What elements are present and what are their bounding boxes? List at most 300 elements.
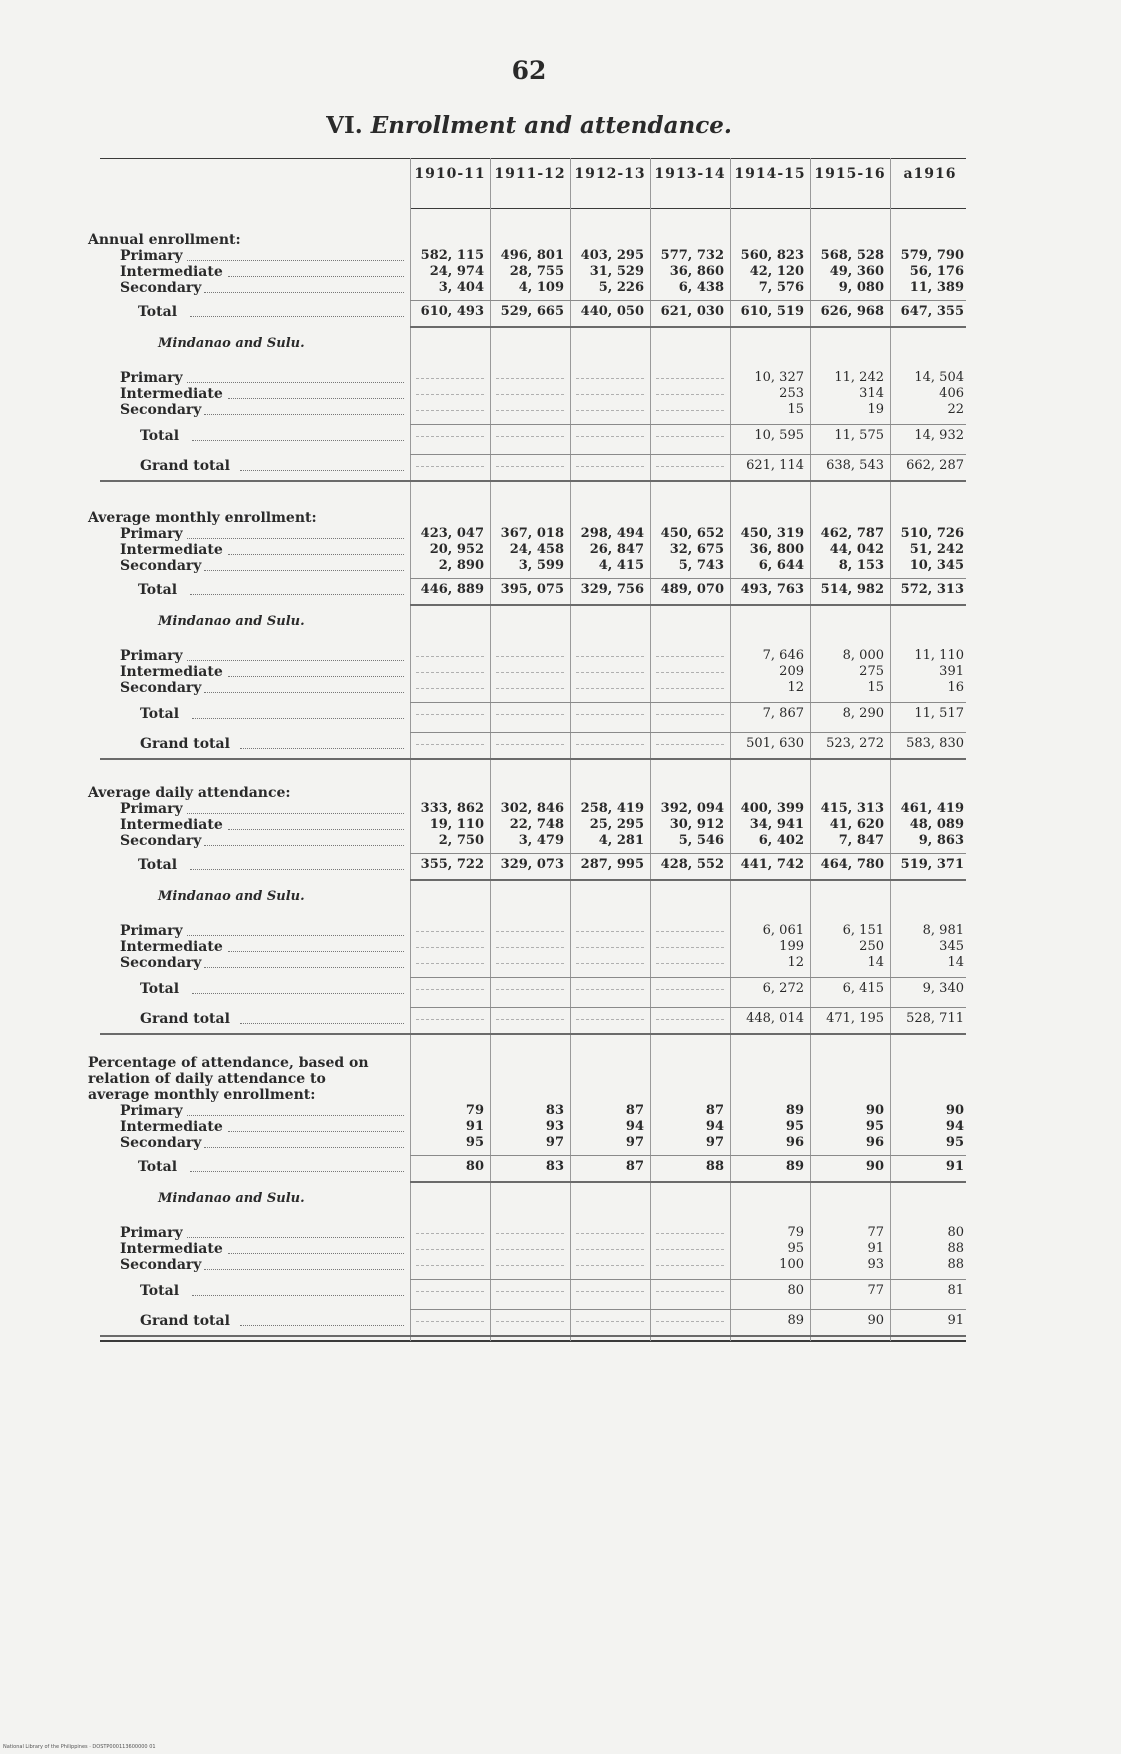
data-cell: 97: [625, 1135, 644, 1150]
empty-cell-dash: [416, 436, 484, 437]
data-cell: 450, 652: [660, 526, 724, 541]
data-cell: 83: [545, 1159, 564, 1174]
column-divider: [730, 158, 731, 1341]
section-heading: Average monthly enrollment:: [88, 510, 317, 526]
row-label-total: Total: [138, 857, 178, 873]
row-label-primary: Primary: [120, 248, 183, 264]
row-rule: [410, 424, 966, 425]
section-rule: [410, 1181, 966, 1183]
row-label-primary: Primary: [120, 923, 183, 939]
empty-cell-dash: [576, 1321, 644, 1322]
data-cell: 88: [705, 1159, 724, 1174]
row-label-intermediate: Intermediate: [120, 386, 223, 402]
empty-cell-dash: [656, 1265, 724, 1266]
leader-dots: [192, 993, 404, 994]
row-rule: [410, 1309, 966, 1310]
data-cell: 355, 722: [420, 857, 484, 872]
data-cell: 49, 360: [829, 264, 884, 279]
empty-cell-dash: [656, 989, 724, 990]
empty-cell-dash: [576, 672, 644, 673]
data-cell: 5, 226: [598, 280, 644, 295]
region-heading: Mindanao and Sulu.: [158, 336, 305, 351]
leader-dots: [204, 692, 404, 693]
column-divider: [570, 158, 571, 1341]
data-cell: 100: [779, 1257, 804, 1272]
data-cell: 8, 981: [922, 923, 964, 938]
leader-dots: [187, 260, 404, 261]
empty-cell-dash: [656, 378, 724, 379]
data-cell: 258, 419: [580, 801, 644, 816]
data-cell: 91: [867, 1241, 884, 1256]
data-cell: 4, 281: [598, 833, 644, 848]
empty-cell-dash: [576, 394, 644, 395]
column-header: a1916: [903, 166, 957, 182]
empty-cell-dash: [576, 714, 644, 715]
leader-dots: [190, 869, 404, 870]
empty-cell-dash: [656, 963, 724, 964]
data-cell: 22: [947, 402, 964, 417]
leader-dots: [240, 470, 404, 471]
empty-cell-dash: [496, 656, 564, 657]
column-header: 1911-12: [494, 166, 566, 182]
data-cell: 367, 018: [500, 526, 564, 541]
data-cell: 19: [867, 402, 884, 417]
leader-dots: [228, 1253, 404, 1254]
leader-dots: [228, 276, 404, 277]
column-divider: [810, 158, 811, 1341]
empty-cell-dash: [496, 947, 564, 948]
data-cell: 14, 504: [914, 370, 964, 385]
leader-dots: [240, 1325, 404, 1326]
leader-dots: [187, 1115, 404, 1116]
data-cell: 95: [465, 1135, 484, 1150]
data-cell: 89: [787, 1313, 804, 1328]
empty-cell-dash: [496, 744, 564, 745]
empty-cell-dash: [576, 688, 644, 689]
data-cell: 90: [865, 1159, 884, 1174]
column-header: 1915-16: [814, 166, 886, 182]
empty-cell-dash: [496, 989, 564, 990]
empty-cell-dash: [416, 466, 484, 467]
data-cell: 6, 272: [762, 981, 804, 996]
data-cell: 94: [945, 1119, 964, 1134]
empty-cell-dash: [656, 1321, 724, 1322]
empty-cell-dash: [416, 1019, 484, 1020]
data-cell: 333, 862: [420, 801, 484, 816]
leader-dots: [228, 676, 404, 677]
row-label-primary: Primary: [120, 1225, 183, 1241]
data-cell: 8, 153: [838, 558, 884, 573]
data-cell: 94: [705, 1119, 724, 1134]
empty-cell-dash: [576, 931, 644, 932]
row-label-grand-total: Grand total: [140, 1011, 230, 1027]
leader-dots: [190, 316, 404, 317]
data-cell: 253: [779, 386, 804, 401]
empty-cell-dash: [416, 931, 484, 932]
row-rule: [410, 702, 966, 703]
empty-cell-dash: [416, 1265, 484, 1266]
data-cell: 77: [867, 1283, 884, 1298]
row-label-secondary: Secondary: [120, 955, 202, 971]
row-label-total: Total: [138, 1159, 178, 1175]
empty-cell-dash: [656, 1019, 724, 1020]
data-cell: 89: [785, 1103, 804, 1118]
empty-cell-dash: [496, 1233, 564, 1234]
data-cell: 24, 974: [429, 264, 484, 279]
data-cell: 14, 932: [914, 428, 964, 443]
table-top-rule: [100, 158, 966, 159]
data-cell: 621, 114: [746, 458, 804, 473]
empty-cell-dash: [656, 1233, 724, 1234]
row-label-intermediate: Intermediate: [120, 542, 223, 558]
leader-dots: [187, 382, 404, 383]
data-cell: 91: [465, 1119, 484, 1134]
column-header: 1913-14: [654, 166, 726, 182]
data-cell: 87: [705, 1103, 724, 1118]
row-label-primary: Primary: [120, 370, 183, 386]
leader-dots: [204, 967, 404, 968]
region-heading: Mindanao and Sulu.: [158, 1191, 305, 1206]
row-rule: [410, 732, 966, 733]
row-label-secondary: Secondary: [120, 402, 202, 418]
data-cell: 90: [865, 1103, 884, 1118]
section-heading: relation of daily attendance to: [88, 1071, 326, 1087]
empty-cell-dash: [496, 1019, 564, 1020]
data-cell: 44, 042: [829, 542, 884, 557]
data-cell: 95: [865, 1119, 884, 1134]
data-cell: 579, 790: [900, 248, 964, 263]
empty-cell-dash: [416, 744, 484, 745]
data-cell: 31, 529: [589, 264, 644, 279]
leader-dots: [187, 813, 404, 814]
leader-dots: [192, 1295, 404, 1296]
data-cell: 28, 755: [509, 264, 564, 279]
data-cell: 15: [787, 402, 804, 417]
empty-cell-dash: [576, 1265, 644, 1266]
empty-cell-dash: [416, 688, 484, 689]
empty-cell-dash: [496, 394, 564, 395]
empty-cell-dash: [496, 714, 564, 715]
row-label-intermediate: Intermediate: [120, 664, 223, 680]
data-cell: 11, 110: [914, 648, 964, 663]
empty-cell-dash: [656, 714, 724, 715]
empty-cell-dash: [656, 466, 724, 467]
data-cell: 329, 073: [500, 857, 564, 872]
data-cell: 20, 952: [429, 542, 484, 557]
data-cell: 96: [865, 1135, 884, 1150]
row-label-grand-total: Grand total: [140, 1313, 230, 1329]
data-cell: 79: [787, 1225, 804, 1240]
data-cell: 95: [787, 1241, 804, 1256]
data-cell: 90: [945, 1103, 964, 1118]
empty-cell-dash: [416, 410, 484, 411]
data-cell: 12: [787, 955, 804, 970]
data-cell: 462, 787: [820, 526, 884, 541]
empty-cell-dash: [576, 436, 644, 437]
data-cell: 90: [867, 1313, 884, 1328]
data-cell: 42, 120: [749, 264, 804, 279]
data-cell: 80: [787, 1283, 804, 1298]
leader-dots: [228, 554, 404, 555]
data-cell: 11, 517: [914, 706, 964, 721]
leader-dots: [228, 1131, 404, 1132]
data-cell: 391: [939, 664, 964, 679]
data-cell: 392, 094: [660, 801, 724, 816]
data-cell: 450, 319: [740, 526, 804, 541]
row-rule: [410, 1155, 966, 1156]
empty-cell-dash: [416, 672, 484, 673]
data-cell: 7, 646: [762, 648, 804, 663]
leader-dots: [228, 951, 404, 952]
data-cell: 461, 419: [900, 801, 964, 816]
data-cell: 14: [947, 955, 964, 970]
data-cell: 22, 748: [509, 817, 564, 832]
data-cell: 423, 047: [420, 526, 484, 541]
row-label-secondary: Secondary: [120, 558, 202, 574]
data-cell: 400, 399: [740, 801, 804, 816]
leader-dots: [228, 829, 404, 830]
empty-cell-dash: [656, 1249, 724, 1250]
data-cell: 209: [779, 664, 804, 679]
leader-dots: [192, 718, 404, 719]
data-cell: 8, 000: [842, 648, 884, 663]
data-cell: 662, 287: [906, 458, 964, 473]
data-cell: 96: [785, 1135, 804, 1150]
empty-cell-dash: [496, 963, 564, 964]
empty-cell-dash: [496, 1291, 564, 1292]
empty-cell-dash: [656, 947, 724, 948]
empty-cell-dash: [496, 672, 564, 673]
data-cell: 314: [859, 386, 884, 401]
region-heading: Mindanao and Sulu.: [158, 614, 305, 629]
data-cell: 77: [867, 1225, 884, 1240]
data-cell: 36, 860: [669, 264, 724, 279]
data-cell: 48, 089: [909, 817, 964, 832]
data-cell: 93: [867, 1257, 884, 1272]
leader-dots: [187, 1237, 404, 1238]
row-rule: [410, 1007, 966, 1008]
data-cell: 3, 599: [518, 558, 564, 573]
empty-cell-dash: [656, 688, 724, 689]
data-cell: 26, 847: [589, 542, 644, 557]
data-cell: 519, 371: [900, 857, 964, 872]
data-cell: 12: [787, 680, 804, 695]
page-number: 62: [511, 56, 547, 85]
section-rule: [410, 326, 966, 328]
section-heading: Annual enrollment:: [88, 232, 241, 248]
data-cell: 94: [625, 1119, 644, 1134]
row-label-grand-total: Grand total: [140, 736, 230, 752]
data-cell: 97: [705, 1135, 724, 1150]
data-cell: 2, 750: [438, 833, 484, 848]
data-cell: 87: [625, 1159, 644, 1174]
empty-cell-dash: [576, 656, 644, 657]
column-header: 1910-11: [414, 166, 486, 182]
column-divider: [490, 158, 491, 1341]
data-cell: 88: [947, 1241, 964, 1256]
data-cell: 626, 968: [820, 304, 884, 319]
data-cell: 16: [947, 680, 964, 695]
data-cell: 83: [545, 1103, 564, 1118]
data-cell: 79: [465, 1103, 484, 1118]
data-cell: 638, 543: [826, 458, 884, 473]
data-cell: 6, 644: [758, 558, 804, 573]
empty-cell-dash: [416, 963, 484, 964]
footer-note: National Library of the Philippines · DOSTP000113600000 01: [3, 1744, 156, 1750]
row-label-primary: Primary: [120, 526, 183, 542]
data-cell: 446, 889: [420, 582, 484, 597]
column-header: 1914-15: [734, 166, 806, 182]
data-cell: 572, 313: [900, 582, 964, 597]
empty-cell-dash: [656, 931, 724, 932]
data-cell: 302, 846: [500, 801, 564, 816]
empty-cell-dash: [576, 1249, 644, 1250]
data-cell: 8, 290: [842, 706, 884, 721]
row-label-total: Total: [140, 981, 180, 997]
data-cell: 9, 340: [922, 981, 964, 996]
data-cell: 471, 195: [826, 1011, 884, 1026]
data-cell: 496, 801: [500, 248, 564, 263]
data-cell: 560, 823: [740, 248, 804, 263]
data-cell: 6, 438: [678, 280, 724, 295]
leader-dots: [187, 935, 404, 936]
data-cell: 395, 075: [500, 582, 564, 597]
empty-cell-dash: [496, 436, 564, 437]
empty-cell-dash: [416, 378, 484, 379]
data-cell: 3, 404: [438, 280, 484, 295]
data-cell: 610, 493: [420, 304, 484, 319]
region-heading: Mindanao and Sulu.: [158, 889, 305, 904]
leader-dots: [192, 440, 404, 441]
column-divider: [890, 158, 891, 1341]
row-label-total: Total: [138, 582, 178, 598]
leader-dots: [204, 1269, 404, 1270]
empty-cell-dash: [576, 947, 644, 948]
data-cell: 97: [545, 1135, 564, 1150]
data-cell: 87: [625, 1103, 644, 1118]
data-cell: 24, 458: [509, 542, 564, 557]
empty-cell-dash: [656, 656, 724, 657]
data-cell: 489, 070: [660, 582, 724, 597]
row-label-intermediate: Intermediate: [120, 1241, 223, 1257]
empty-cell-dash: [496, 931, 564, 932]
empty-cell-dash: [416, 714, 484, 715]
data-cell: 287, 995: [580, 857, 644, 872]
data-cell: 25, 295: [589, 817, 644, 832]
data-cell: 403, 295: [580, 248, 644, 263]
empty-cell-dash: [416, 1249, 484, 1250]
row-rule: [410, 853, 966, 854]
column-divider: [650, 158, 651, 1341]
data-cell: 5, 546: [678, 833, 724, 848]
data-cell: 89: [785, 1159, 804, 1174]
data-cell: 415, 313: [820, 801, 884, 816]
row-label-primary: Primary: [120, 648, 183, 664]
data-cell: 493, 763: [740, 582, 804, 597]
data-cell: 4, 415: [598, 558, 644, 573]
data-cell: 583, 830: [906, 736, 964, 751]
data-cell: 577, 732: [660, 248, 724, 263]
row-label-total: Total: [140, 706, 180, 722]
section-rule: [100, 1033, 966, 1035]
data-cell: 441, 742: [740, 857, 804, 872]
row-rule: [410, 1279, 966, 1280]
data-cell: 647, 355: [900, 304, 964, 319]
section-heading: Average daily attendance:: [88, 785, 291, 801]
row-label-grand-total: Grand total: [140, 458, 230, 474]
empty-cell-dash: [416, 1321, 484, 1322]
row-rule: [410, 300, 966, 301]
data-cell: 56, 176: [909, 264, 964, 279]
empty-cell-dash: [496, 1265, 564, 1266]
data-cell: 523, 272: [826, 736, 884, 751]
data-cell: 30, 912: [669, 817, 724, 832]
empty-cell-dash: [496, 688, 564, 689]
leader-dots: [240, 748, 404, 749]
data-cell: 7, 576: [758, 280, 804, 295]
leader-dots: [204, 570, 404, 571]
data-cell: 4, 109: [518, 280, 564, 295]
data-cell: 34, 941: [749, 817, 804, 832]
row-label-intermediate: Intermediate: [120, 939, 223, 955]
section-heading: average monthly enrollment:: [88, 1087, 316, 1103]
data-cell: 91: [945, 1159, 964, 1174]
empty-cell-dash: [576, 1233, 644, 1234]
row-label-primary: Primary: [120, 1103, 183, 1119]
data-cell: 80: [947, 1225, 964, 1240]
data-cell: 93: [545, 1119, 564, 1134]
data-cell: 11, 242: [834, 370, 884, 385]
empty-cell-dash: [416, 1233, 484, 1234]
row-label-secondary: Secondary: [120, 833, 202, 849]
column-divider: [410, 158, 411, 1341]
data-cell: 32, 675: [669, 542, 724, 557]
data-cell: 3, 479: [518, 833, 564, 848]
leader-dots: [228, 398, 404, 399]
row-label-secondary: Secondary: [120, 680, 202, 696]
data-cell: 2, 890: [438, 558, 484, 573]
page-title: [0, 112, 1058, 139]
empty-cell-dash: [496, 410, 564, 411]
data-cell: 250: [859, 939, 884, 954]
row-label-total: Total: [140, 428, 180, 444]
section-rule: [100, 480, 966, 482]
empty-cell-dash: [576, 744, 644, 745]
data-cell: 7, 867: [762, 706, 804, 721]
empty-cell-dash: [496, 1321, 564, 1322]
data-cell: 528, 711: [906, 1011, 964, 1026]
data-cell: 15: [867, 680, 884, 695]
empty-cell-dash: [656, 436, 724, 437]
empty-cell-dash: [576, 410, 644, 411]
leader-dots: [240, 1023, 404, 1024]
data-cell: 19, 110: [429, 817, 484, 832]
data-cell: 41, 620: [829, 817, 884, 832]
data-cell: 621, 030: [660, 304, 724, 319]
data-cell: 428, 552: [660, 857, 724, 872]
row-label-secondary: Secondary: [120, 1257, 202, 1273]
data-cell: 582, 115: [420, 248, 484, 263]
row-rule: [410, 977, 966, 978]
data-cell: 448, 014: [746, 1011, 804, 1026]
leader-dots: [204, 414, 404, 415]
data-cell: 36, 800: [749, 542, 804, 557]
data-cell: 9, 863: [918, 833, 964, 848]
empty-cell-dash: [656, 672, 724, 673]
column-header: 1912-13: [574, 166, 646, 182]
empty-cell-dash: [416, 656, 484, 657]
leader-dots: [190, 594, 404, 595]
